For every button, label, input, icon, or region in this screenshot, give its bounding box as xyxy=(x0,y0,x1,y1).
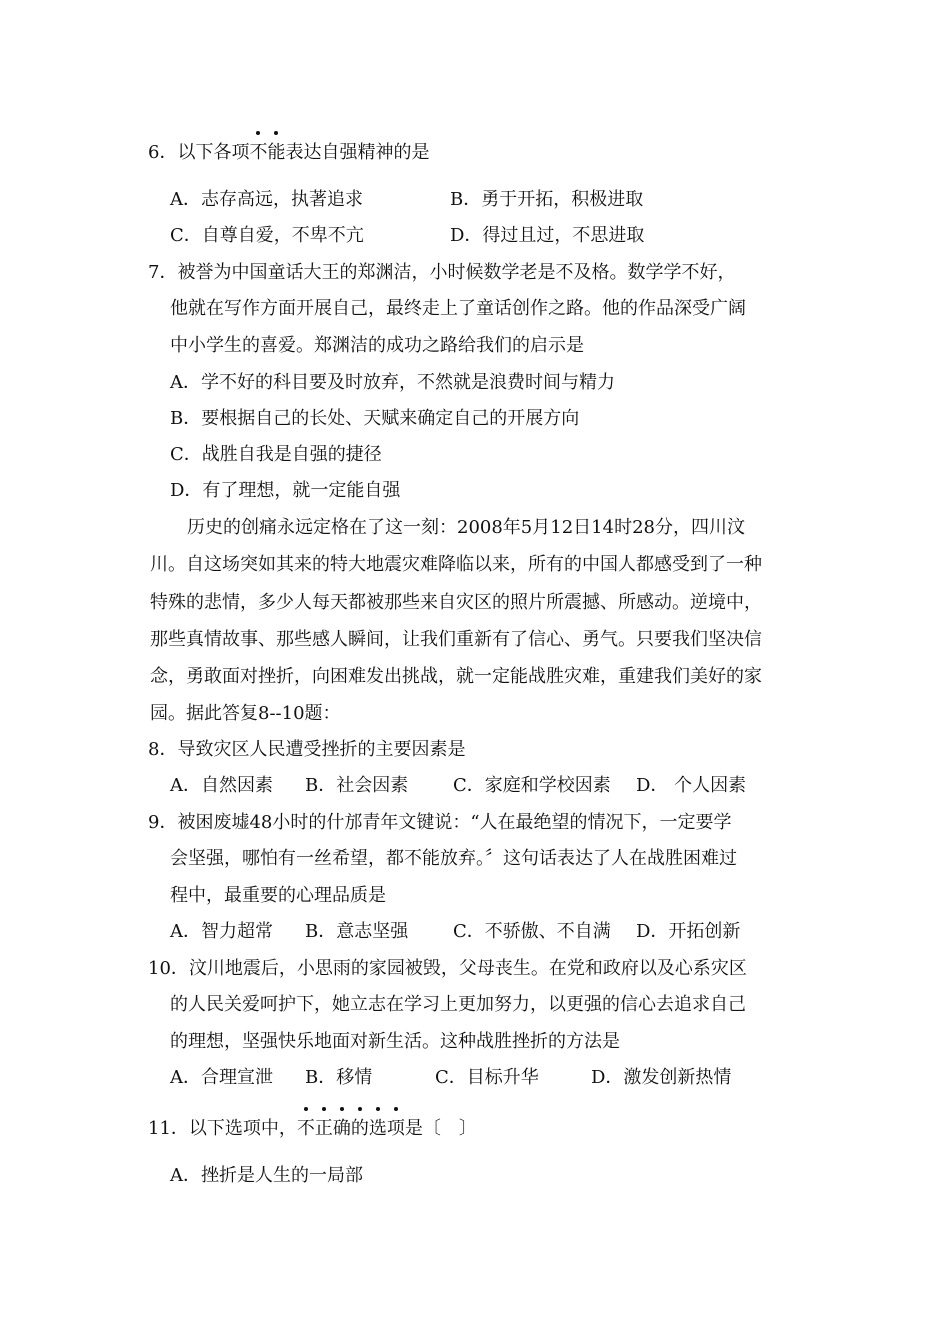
emphasis-char: 的 xyxy=(350,1118,369,1139)
q7-line-1: 7．被誉为中国童话大王的郑渊洁，小时候数学老是不及格。数学学不好， xyxy=(148,262,736,283)
q9-option-d: D．开拓创新 xyxy=(636,921,741,942)
q6-stem-post: 表达自强精神的是 xyxy=(285,142,430,163)
q10-option-a: A．合理宣泄 xyxy=(170,1067,273,1088)
emphasis-char: 不 xyxy=(249,142,268,163)
q8-option-c: C．家庭和学校因素 xyxy=(453,775,611,796)
emphasis-char: 能 xyxy=(267,142,286,163)
passage-line-2: 川。自这场突如其来的特大地震灾难降临以来，所有的中国人都感受到了一种 xyxy=(150,554,762,575)
q10-line-2: 的人民关爱呵护下，她立志在学习上更加努力，以更强的信心去追求自己 xyxy=(170,994,746,1015)
q7-option-c: C．战胜自我是自强的捷径 xyxy=(170,444,382,465)
q10-line-3: 的理想，坚强快乐地面对新生活。这种战胜挫折的方法是 xyxy=(170,1031,620,1052)
q10-option-b: B．移情 xyxy=(305,1067,373,1088)
q9-line-1: 9．被困废墟48小时的什邡青年文键说：“人在最绝望的情况下，一定要学 xyxy=(148,812,732,833)
q6-option-d: D．得过且过，不思进取 xyxy=(450,225,645,246)
q7-line-2: 他就在写作方面开展自己，最终走上了童话创作之路。他的作品深受广阔 xyxy=(170,298,746,319)
q8-option-a: A．自然因素 xyxy=(170,775,273,796)
q6-option-b: B．勇于开拓，积极进取 xyxy=(450,189,644,210)
q11-stem-post: 是〔 〕 xyxy=(404,1118,477,1139)
emphasis-char: 选 xyxy=(368,1118,387,1139)
q11-emphasis xyxy=(297,1118,405,1139)
q8-option-b: B．社会因素 xyxy=(305,775,409,796)
q10-option-c: C．目标升华 xyxy=(435,1067,539,1088)
q9-option-a: A．智力超常 xyxy=(170,921,273,942)
passage-line-1: 历史的创痛永远定格在了这一刻：2008年5月12日14时28分，四川汶 xyxy=(187,517,745,538)
q9-option-c: C．不骄傲、不自满 xyxy=(453,921,611,942)
passage-line-3: 特殊的悲情，多少人每天都被那些来自灾区的照片所震撼、所感动。逆境中， xyxy=(150,592,762,613)
q9-line-3: 程中，最重要的心理品质是 xyxy=(170,885,386,906)
question-6-stem xyxy=(148,141,429,165)
emphasis-char: 确 xyxy=(332,1118,351,1139)
emphasis-char: 不 xyxy=(296,1118,315,1139)
q10-line-1: 10．汶川地震后，小思雨的家园被毁，父母丧生。在党和政府以及心系灾区 xyxy=(148,958,747,979)
q11-stem xyxy=(148,1117,477,1141)
q6-stem-pre: 6．以下各项 xyxy=(148,142,250,163)
q6-emphasis xyxy=(249,142,285,163)
q7-option-b: B．要根据自己的长处、天赋来确定自己的开展方向 xyxy=(170,408,580,429)
q9-line-2: 会坚强，哪怕有一丝希望，都不能放弃。〞这句话表达了人在战胜困难过 xyxy=(170,848,737,869)
emphasis-char: 项 xyxy=(386,1118,405,1139)
q10-option-d: D．激发创新热情 xyxy=(591,1067,732,1088)
q11-option-a: A．挫折是人生的一局部 xyxy=(170,1165,363,1186)
q8-option-d: D． 个人因素 xyxy=(636,775,747,796)
passage-line-5: 念，勇敢面对挫折，向困难发出挑战，就一定能战胜灾难，重建我们美好的家 xyxy=(150,666,762,687)
q7-option-a: A．学不好的科目要及时放弃，不然就是浪费时间与精力 xyxy=(170,372,615,393)
q8-stem: 8．导致灾区人民遭受挫折的主要因素是 xyxy=(148,739,466,760)
q6-option-c: C．自尊自爱，不卑不亢 xyxy=(170,225,364,246)
q11-stem-pre: 11．以下选项中， xyxy=(148,1118,297,1139)
q7-line-3: 中小学生的喜爱。郑渊洁的成功之路给我们的启示是 xyxy=(170,335,584,356)
q9-option-b: B．意志坚强 xyxy=(305,921,409,942)
passage-line-4: 那些真情故事、那些感人瞬间，让我们重新有了信心、勇气。只要我们坚决信 xyxy=(150,629,762,650)
q7-option-d: D．有了理想，就一定能自强 xyxy=(170,480,401,501)
q6-option-a: A．志存高远，执著追求 xyxy=(170,189,363,210)
passage-line-6: 园。据此答复8--10题： xyxy=(150,703,341,724)
emphasis-char: 正 xyxy=(314,1118,333,1139)
